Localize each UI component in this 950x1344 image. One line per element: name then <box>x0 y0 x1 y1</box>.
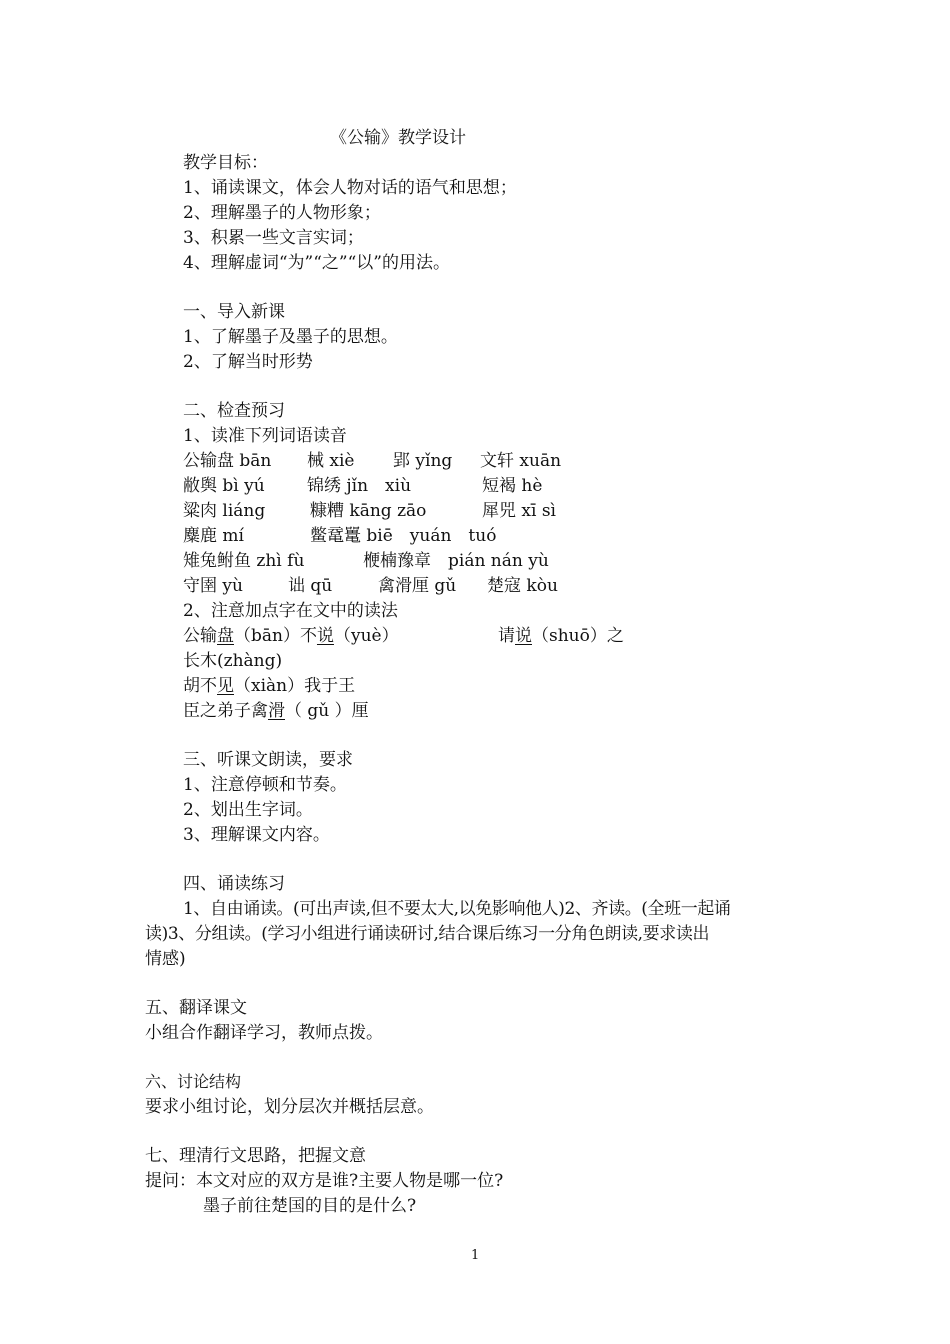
dotted-char: 说 <box>515 626 532 646</box>
section-heading: 七、理清行文思路，把握文意 <box>145 1146 366 1166</box>
vocab-cell: 郢 yǐng <box>393 451 453 471</box>
text: （bān）不 <box>234 626 317 646</box>
page-number: 1 <box>471 1248 480 1263</box>
text: 臣之弟子禽 <box>183 701 268 721</box>
section-heading: 三、听课文朗读，要求 <box>183 750 353 770</box>
vocab-cell: 公输盘 bān <box>183 451 272 471</box>
subheading: 1、读准下列词语读音 <box>183 426 347 446</box>
dotted-char: 说 <box>316 626 334 646</box>
vocab-cell: 雉兔鲋鱼 zhì fù <box>183 551 305 571</box>
dotted-char: 盘 <box>217 626 234 646</box>
objective-item: 1、诵读课文，体会人物对话的语气和思想； <box>183 178 517 198</box>
text: 请 <box>498 626 515 646</box>
text: （yuè） <box>333 626 399 646</box>
objectives-heading: 教学目标： <box>183 153 268 173</box>
question-line: 墨子前往楚国的目的是什么? <box>203 1196 417 1216</box>
text: 公输 <box>183 626 217 646</box>
vocab-cell: 敝舆 bì yú <box>183 476 265 496</box>
dotted-char: 见 <box>217 676 234 696</box>
reading-line: 长木(zhàng) <box>183 651 283 671</box>
vocab-cell: 文轩 xuān <box>480 451 562 471</box>
objective-item: 4、理解虚词“为”“之”“以”的用法。 <box>183 253 450 273</box>
vocab-cell: 械 xiè <box>307 451 355 471</box>
vocab-cell: 粱肉 liáng <box>183 501 266 521</box>
text: 胡不 <box>183 676 217 696</box>
vocab-cell: 楚寇 kòu <box>487 576 558 596</box>
question-line: 提问：本文对应的双方是谁?主要人物是哪一位? <box>145 1171 504 1191</box>
list-item: 2、划出生字词。 <box>183 800 313 820</box>
paragraph-line: 小组合作翻译学习，教师点拨。 <box>145 1023 383 1043</box>
reading-line <box>498 625 624 647</box>
text: （shuō）之 <box>532 626 624 646</box>
vocab-cell: 麋鹿 mí <box>183 526 244 546</box>
paragraph-line: 读)3、分组读。(学习小组进行诵读研讨,结合课后练习一分角色朗读,要求读出 <box>145 924 710 944</box>
paragraph-line: 1、自由诵读。(可出声读,但不要太大,以免影响他人)2、齐读。(全班一起诵 <box>183 899 731 919</box>
reading-line <box>183 675 355 697</box>
paragraph-line: 情感) <box>145 949 186 969</box>
list-item: 3、理解课文内容。 <box>183 825 330 845</box>
text: （ gǔ ）厘 <box>285 701 369 721</box>
reading-line <box>183 700 369 722</box>
list-item: 2、了解当时形势 <box>183 352 313 372</box>
section-heading: 六、讨论结构 <box>145 1072 242 1091</box>
reading-line <box>183 625 399 647</box>
list-item: 1、了解墨子及墨子的思想。 <box>183 327 398 347</box>
vocab-cell: 糠糟 kāng zāo <box>310 501 427 521</box>
objective-item: 3、积累一些文言实词； <box>183 228 364 248</box>
page-title: 《公输》教学设计 <box>330 128 466 148</box>
vocab-cell: 犀兕 xī sì <box>482 501 556 521</box>
vocab-cell: 守圉 yù <box>183 576 243 596</box>
vocab-cell: 锦绣 jǐn xiù <box>307 476 412 496</box>
paragraph-line: 要求小组讨论，划分层次并概括层意。 <box>145 1097 434 1117</box>
vocab-cell: 诎 qū <box>288 576 333 596</box>
vocab-cell: 鳖鼋鼍 biē yuán tuó <box>310 526 497 546</box>
list-item: 1、注意停顿和节奏。 <box>183 775 347 795</box>
section-heading: 一、导入新课 <box>183 302 285 322</box>
vocab-cell: 禽滑厘 gǔ <box>378 576 457 596</box>
objective-item: 2、理解墨子的人物形象； <box>183 203 381 223</box>
text: （xiàn）我于王 <box>234 676 356 696</box>
dotted-char: 滑 <box>268 701 285 721</box>
vocab-cell: 短褐 hè <box>482 476 543 496</box>
vocab-cell: 楩楠豫章 pián nán yù <box>363 551 549 571</box>
section-heading: 二、检查预习 <box>183 401 285 421</box>
section-heading: 四、诵读练习 <box>183 874 285 894</box>
subheading: 2、注意加点字在文中的读法 <box>183 601 398 621</box>
section-heading: 五、翻译课文 <box>145 998 247 1018</box>
